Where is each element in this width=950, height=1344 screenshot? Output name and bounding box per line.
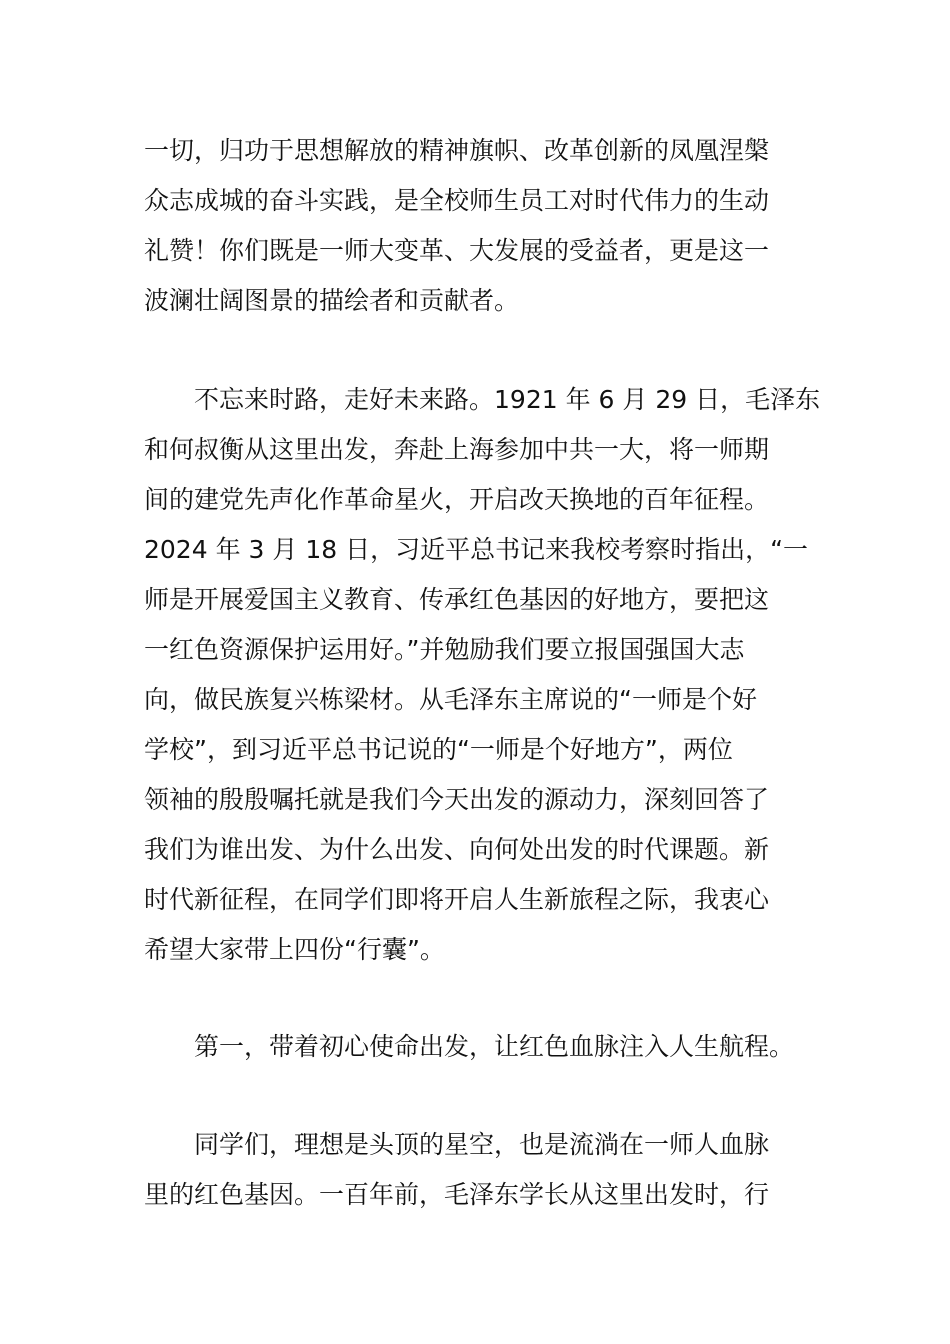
paragraph-line: 众志成城的奋斗实践，是全校师生员工对时代伟力的生动 (144, 186, 770, 215)
paragraph-line: 里的红色基因。一百年前，毛泽东学长从这里出发时，行 (144, 1180, 770, 1209)
paragraph-line: 波澜壮阔图景的描绘者和贡献者。 (144, 286, 520, 315)
paragraph-line: 我们为谁出发、为什么出发、向何处出发的时代课题。新 (144, 835, 770, 864)
paragraph-line: 师是开展爱国主义教育、传承红色基因的好地方，要把这 (144, 585, 770, 614)
paragraph-line: 向，做民族复兴栋梁材。从毛泽东主席说的“一师是个好 (144, 685, 757, 714)
paragraph-line: 不忘来时路，走好未来路。1921 年 6 月 29 日，毛泽东 (194, 385, 821, 414)
paragraph-3 (144, 1022, 824, 1072)
paragraph-line: 间的建党先声化作革命星火，开启改天换地的百年征程。 (144, 485, 770, 514)
paragraph-line: 时代新征程，在同学们即将开启人生新旅程之际，我衷心 (144, 885, 770, 914)
paragraph-2 (144, 375, 824, 975)
paragraph-line: 学校”，到习近平总书记说的“一师是个好地方”，两位 (144, 735, 733, 764)
paragraph-line: 领袖的殷殷嘱托就是我们今天出发的源动力，深刻回答了 (144, 785, 770, 814)
paragraph-line: 同学们，理想是头顶的星空，也是流淌在一师人血脉 (194, 1130, 770, 1159)
paragraph-line: 和何叔衡从这里出发，奔赴上海参加中共一大，将一师期 (144, 435, 770, 464)
paragraph-line: 第一，带着初心使命出发，让红色血脉注入人生航程。 (194, 1032, 795, 1061)
paragraph-line: 一红色资源保护运用好。”并勉励我们要立报国强国大志 (144, 635, 745, 664)
paragraph-line: 一切，归功于思想解放的精神旗帜、改革创新的凤凰涅槃 (144, 136, 770, 165)
paragraph-4 (144, 1120, 824, 1220)
paragraph-line: 2024 年 3 月 18 日，习近平总书记来我校考察时指出，“一 (144, 535, 809, 564)
paragraph-line: 礼赞！你们既是一师大变革、大发展的受益者，更是这一 (144, 236, 770, 265)
paragraph-line: 希望大家带上四份“行囊”。 (144, 935, 445, 964)
paragraph-1 (144, 126, 824, 326)
